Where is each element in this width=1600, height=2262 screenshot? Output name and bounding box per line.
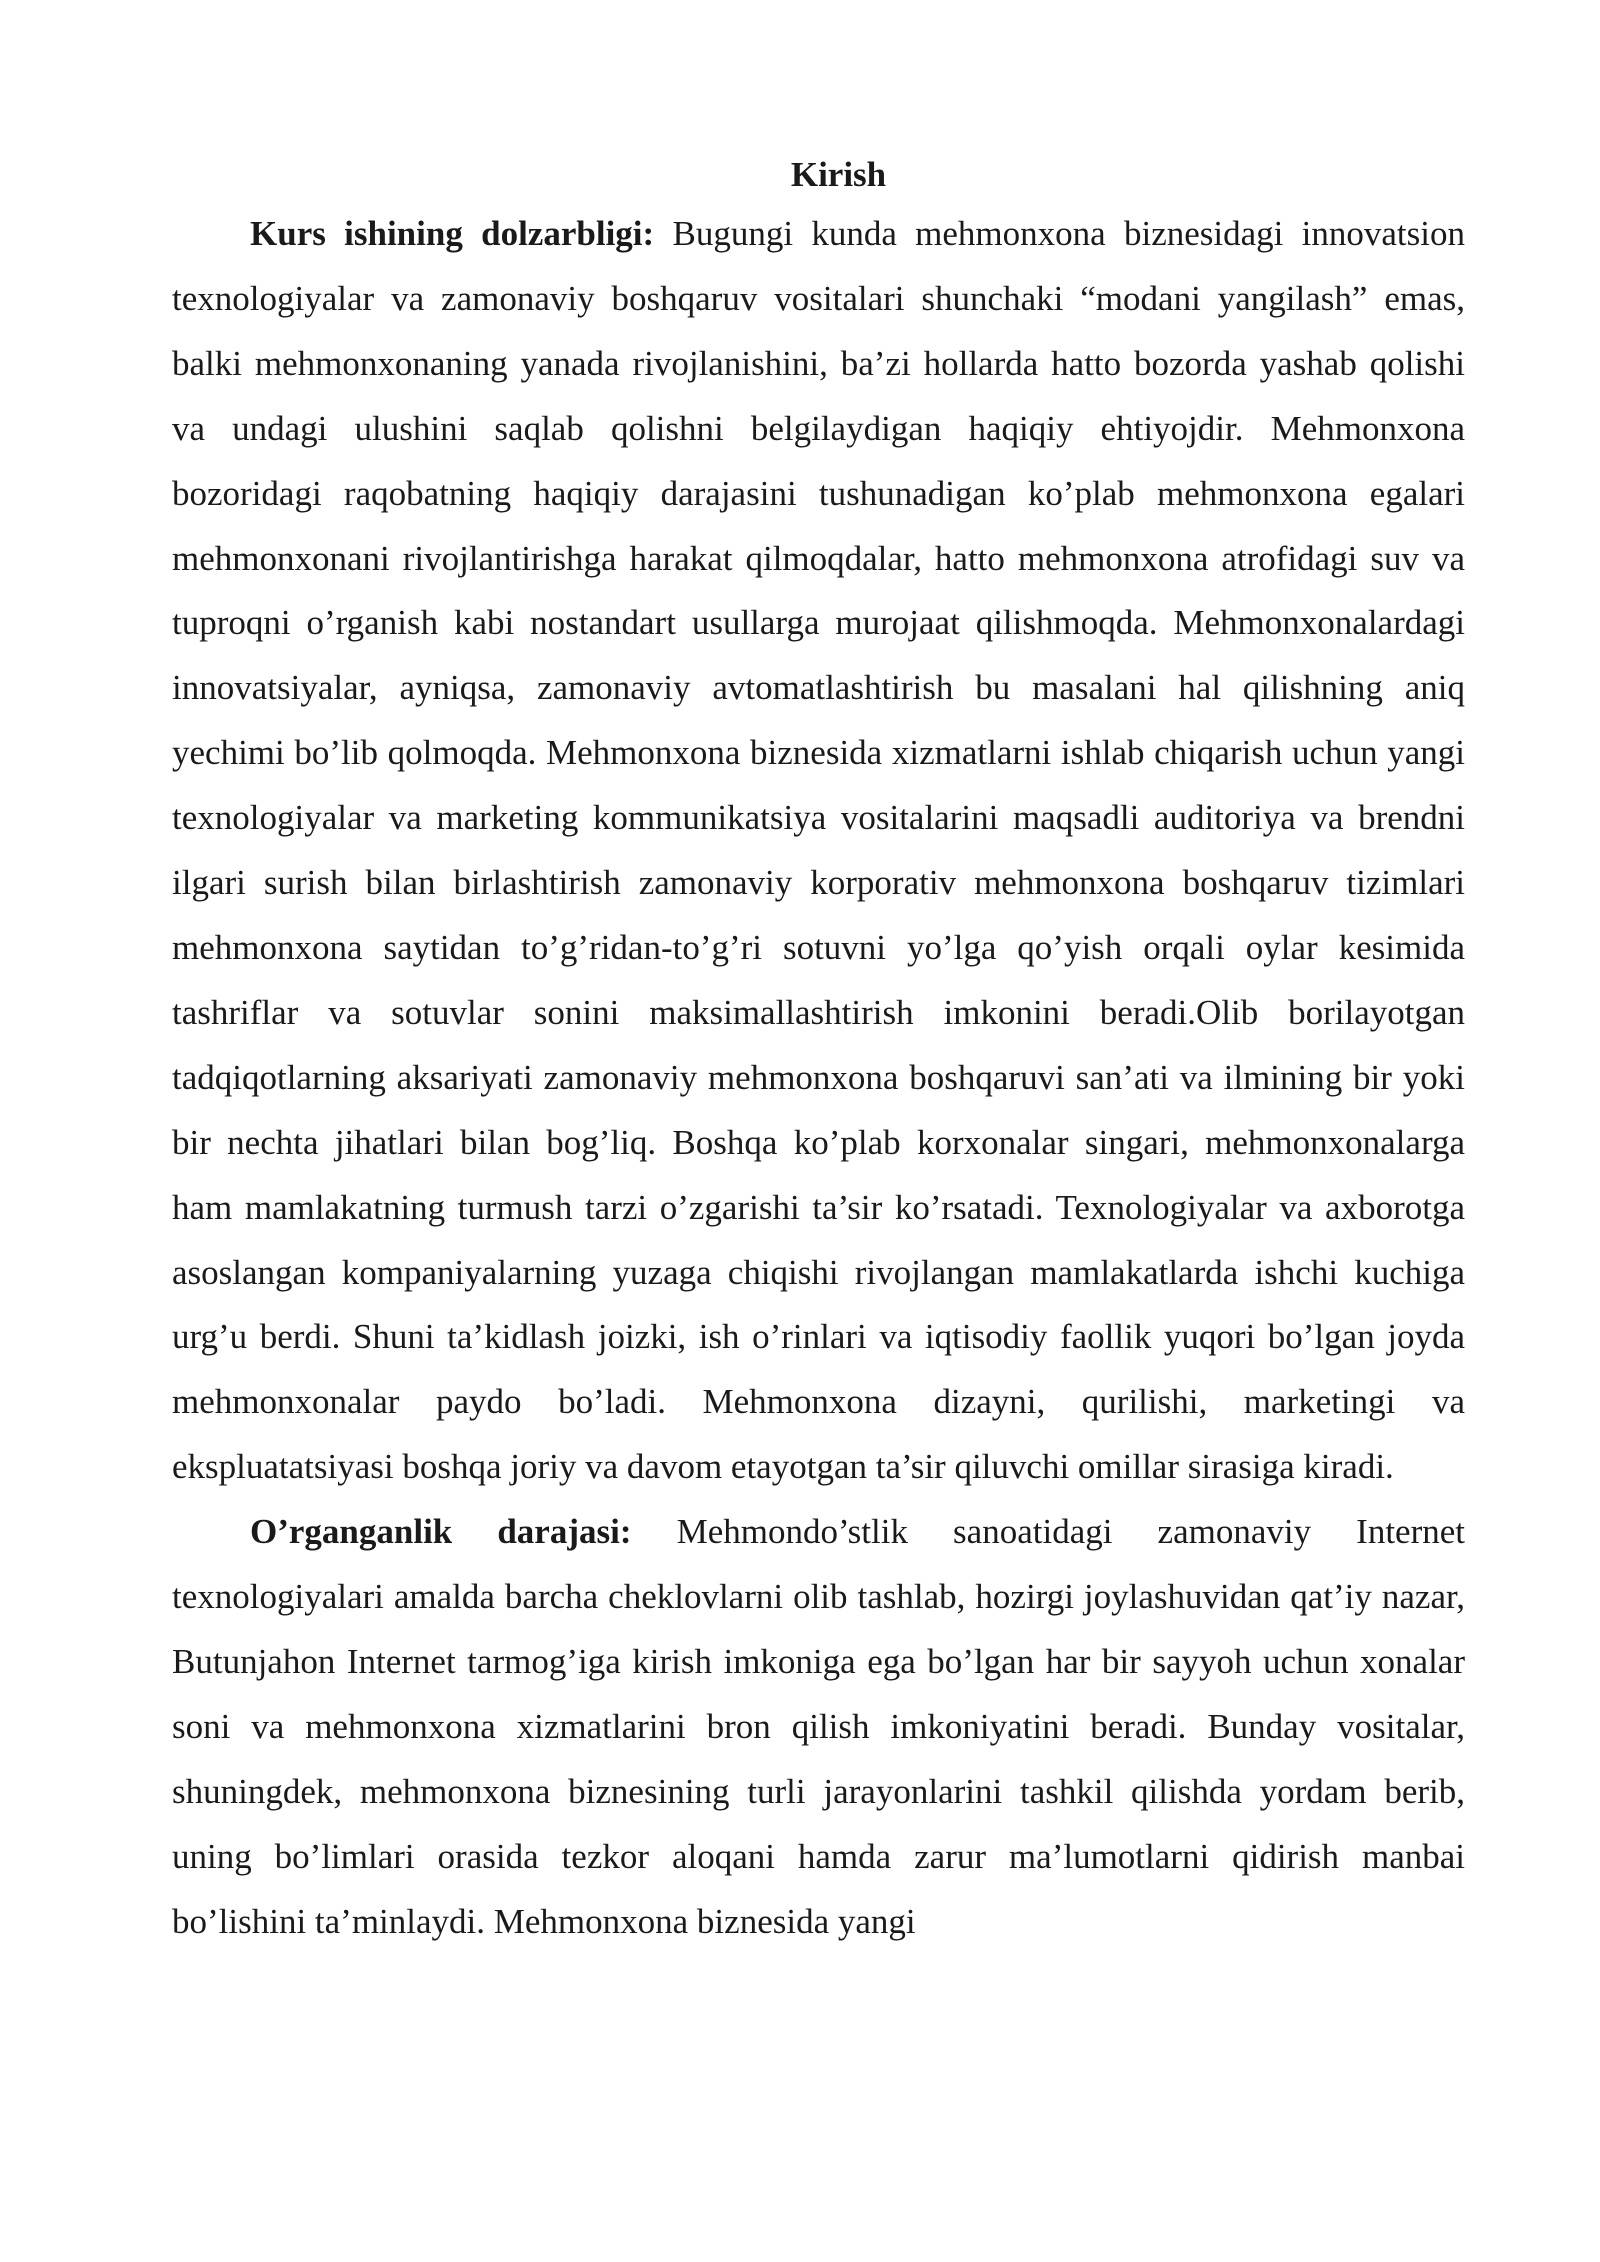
page-title: Kirish <box>790 155 887 194</box>
document-body <box>172 148 1465 1954</box>
paragraph-text-study-level: Mehmondo’stlik sanoatidagi zamonaviy Internet texnologiyalari amalda barcha cheklovlarni olib tashlab, hozirgi joylashuvidan qat’iy nazar, Butunjahon Internet tarmog’iga kirish imkoniga ega bo’lgan har bir sayyoh uchun xonalar soni va mehmonxona xizmatlarini bron qilish imkoniyatini beradi. Bunday vositalar, shuningdek, mehmonxona biznesining turli jarayonlarini tashkil qilishda yordam berib, uning bo’limlari orasida tezkor aloqani hamda zarur ma’lumotlarni qidirish manbai bo’lishini ta’minlaydi. Mehmonxona biznesida yangi <box>172 1512 1465 1941</box>
paragraph-lead-study-level: O’rganganlik darajasi: <box>250 1512 632 1552</box>
paragraph-lead-relevance: Kurs ishining dolzarbligi: <box>250 214 655 253</box>
paragraph-relevance <box>172 202 1465 1500</box>
paragraph-text-relevance: Bugungi kunda mehmonxona biznesidagi innovatsion texnologiyalar va zamonaviy boshqaruv vositalari shunchaki “modani yangilash” emas, balki mehmonxonaning yanada rivojlanishini, ba’zi hollarda hatto bozorda yashab qolishi va undagi ulushini saqlab qolishni belgilaydigan haqiqiy ehtiyojdir. Mehmonxona bozoridagi raqobatning haqiqiy darajasini tushunadigan ko’plab mehmonxona egalari mehmonxonani rivojlantirishga harakat qilmoqdalar, hatto mehmonxona atrofidagi suv va tuproqni o’rganish kabi nostandart usullarga murojaat qilishmoqda. Mehmonxonalardagi innovatsiyalar, ayniqsa, zamonaviy avtomatlashtirish bu masalani hal qilishning aniq yechimi bo’lib qolmoqda. Mehmonxona biznesida xizmatlarni ishlab chiqarish uchun yangi texnologiyalar va marketing kommunikatsiya vositalarini maqsadli auditoriya va brendni ilgari surish bilan birlashtirish zamonaviy korporativ mehmonxona boshqaruv tizimlari mehmonxona saytidan to’g’ridan-to’g’ri sotuvni yo’lga qo’yish orqali oylar kesimida tashriflar va sotuvlar sonini maksimallashtirish imkonini beradi.Olib borilayotgan tadqiqotlarning aksariyati zamonaviy mehmonxona boshqaruvi san’ati va ilmining bir yoki bir nechta jihatlari bilan bog’liq. Boshqa ko’plab korxonalar singari, mehmonxonalarga ham mamlakatning turmush tarzi o’zgarishi ta’sir ko’rsatadi. Texnologiyalar va axborotga asoslangan kompaniyalarning yuzaga chiqishi rivojlangan mamlakatlarda ishchi kuchiga urg’u berdi. Shuni ta’kidlash joizki, ish o’rinlari va iqtisodiy faollik yuqori bo’lgan joyda mehmonxonalar paydo bo’ladi. Mehmonxona dizayni, qurilishi, marketingi va ekspluatatsiyasi boshqa joriy va davom etayotgan ta’sir qiluvchi omillar sirasiga kiradi. <box>172 214 1465 1487</box>
paragraph-study-level <box>172 1500 1465 1954</box>
